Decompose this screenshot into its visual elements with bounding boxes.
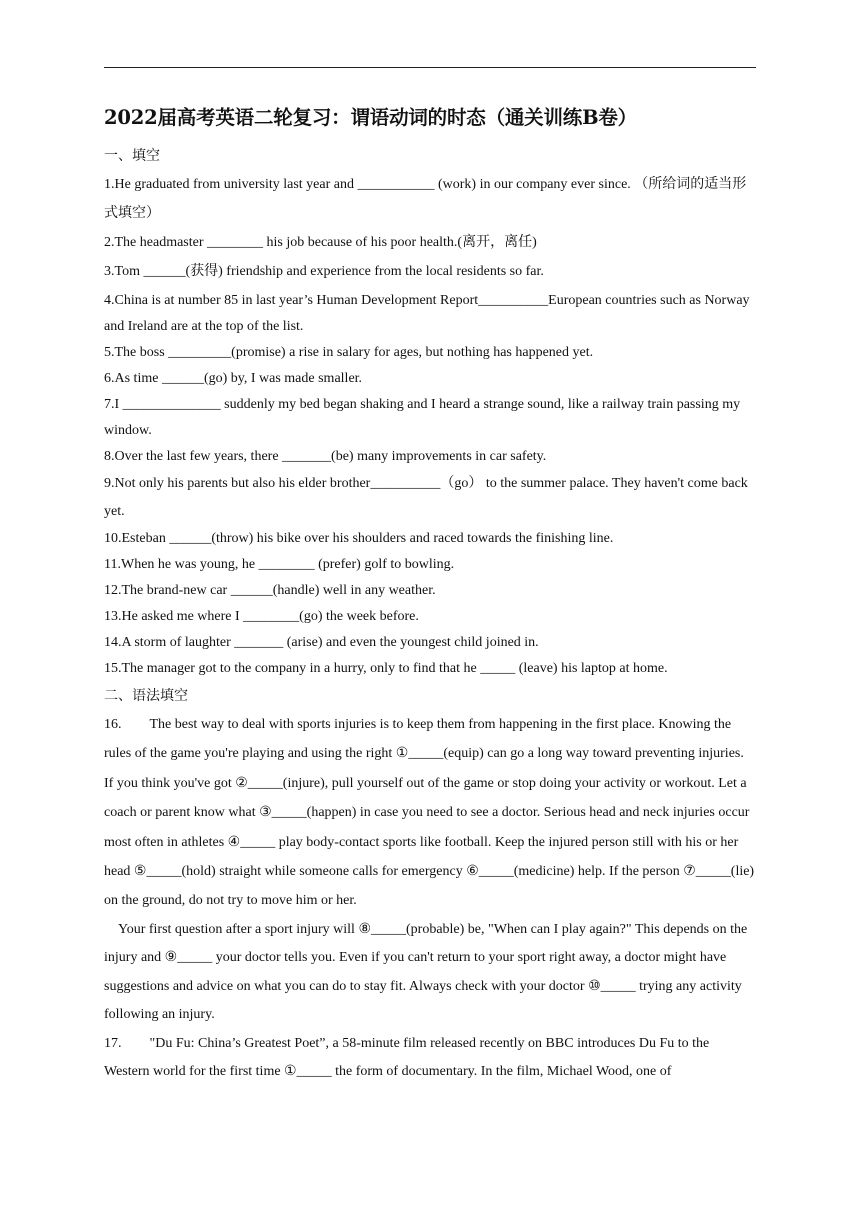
- question-item: 4.China is at number 85 in last year’s Human Development Report__________European countries such as Norway and Ireland are at the top of the list.: [104, 293, 750, 334]
- question-item: 8.Over the last few years, there _______(be) many improvements in car safety.: [104, 449, 547, 464]
- question-item: 5.The boss _________(promise) a rise in salary for ages, but nothing has happened yet.: [104, 345, 594, 360]
- question-item: 9.Not only his parents but also his elder brother__________（go） to the summer palace. They haven't come back yet.: [104, 476, 748, 519]
- question-item: 3.Tom ______(获得) friendship and experience from the local residents so far.: [104, 264, 544, 279]
- question-list: [104, 170, 756, 682]
- question-item: 2.The headmaster ________ his job because of his poor health.(离开，离任): [104, 235, 537, 250]
- header-rule: [104, 67, 756, 68]
- question-item: 14.A storm of laughter _______ (arise) and even the youngest child joined in.: [104, 635, 539, 650]
- section-heading-grammar: 二、语法填空: [104, 688, 188, 704]
- question-item: 15.The manager got to the company in a hurry, only to find that he _____ (leave) his laptop at home.: [104, 661, 668, 676]
- question-item: 13.He asked me where I ________(go) the week before.: [104, 609, 419, 624]
- question-item: 12.The brand-new car ______(handle) well in any weather.: [104, 583, 436, 598]
- passage-16-paragraph-2: Your first question after a sport injury will ⑧_____(probable) be, "When can I play again?" This depends on the injury and ⑨_____ your doctor tells you. Even if you can't return to your sport right away, a doctor might have suggestions and advice on what you can do to stay fit. Always check with your doctor ⑩_____ trying any activity following an injury.: [104, 921, 748, 1023]
- question-item: 10.Esteban ______(throw) his bike over his shoulders and raced towards the finishing line.: [104, 531, 614, 546]
- question-item: 6.As time ______(go) by, I was made smaller.: [104, 371, 363, 386]
- question-item: 1.He graduated from university last year and ___________ (work) in our company ever since. （所给词的适当形式填空）: [104, 177, 747, 221]
- question-item: 11.When he was young, he ________ (prefer) golf to bowling.: [104, 557, 455, 572]
- document-page: [104, 104, 756, 1087]
- passage-17: 17. "Du Fu: China’s Greatest Poet”, a 58-minute film released recently on BBC introduces Du Fu to the Western world for the first time ①_____ the form of documentary. In the film, Michael Wood, one of: [104, 1035, 710, 1080]
- question-item: 7.I ______________ suddenly my bed began shaking and I heard a strange sound, like a railway train passing my window.: [104, 397, 741, 438]
- passage-16-paragraph-1: 16. The best way to deal with sports injuries is to keep them from happening in the first place. Knowing the rules of the game you're playing and using the right ①_____(equip) can go a long way toward preventing injuries. If you think you've got ②_____(injure), pull yourself out of the game or stop doing your activity or workout. Let a coach or parent know what ③_____(happen) in case you need to see a doctor. Serious head and neck injuries occur most often in athletes ④_____ play body-contact sports like football. Keep the injured person still with his or her head ⑤_____(hold) straight while someone calls for emergency ⑥_____(medicine) help. If the person ⑦_____(lie) on the ground, do not try to move him or her.: [104, 717, 755, 909]
- document-title: 2022届高考英语二轮复习：谓语动词的时态（通关训练B卷）: [104, 106, 637, 129]
- section-heading-fill-blank: 一、填空: [104, 148, 160, 164]
